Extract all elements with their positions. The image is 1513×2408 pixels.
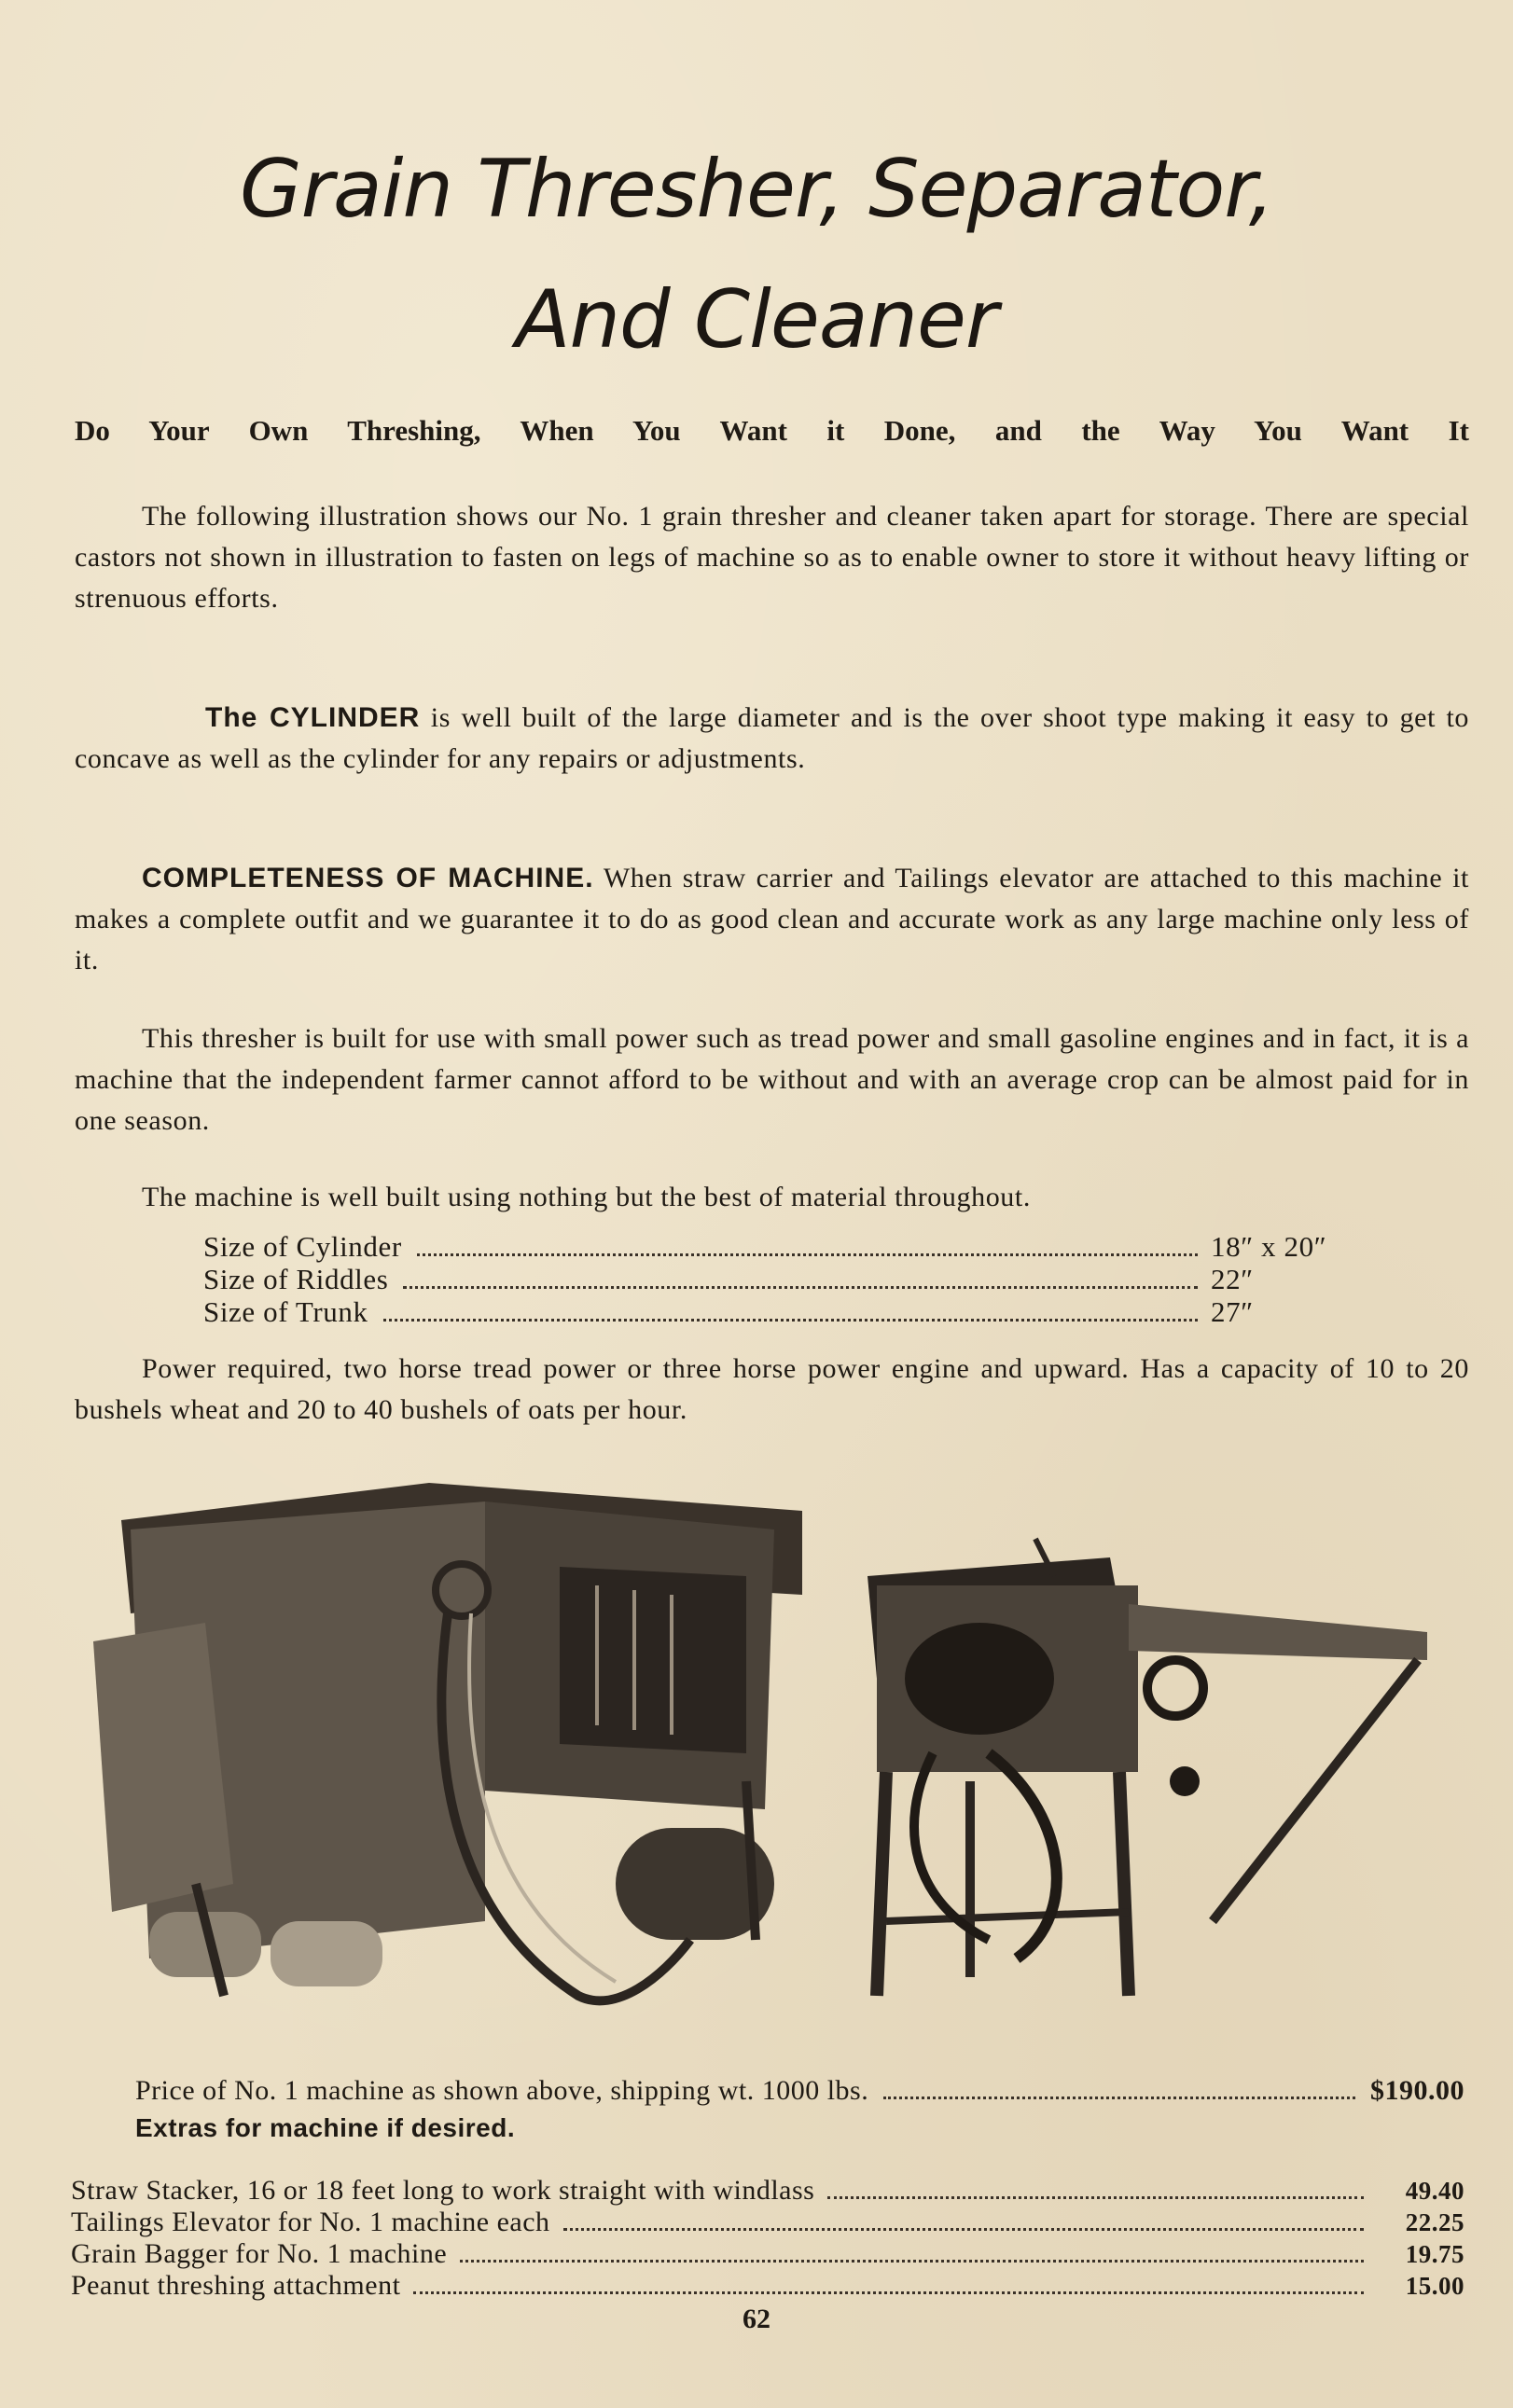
paragraph-material xyxy=(75,1177,1469,1218)
price-block xyxy=(135,2072,1464,2147)
paragraph-storage xyxy=(75,496,1469,619)
paragraph-cylinder-lead: The CYLINDER xyxy=(205,702,421,733)
extras-price: 19.75 xyxy=(1405,2240,1464,2268)
extras-row xyxy=(71,2238,1464,2270)
leader-dots xyxy=(383,1319,1198,1322)
spec-row-cylinder xyxy=(203,1231,1379,1264)
extras-label: Peanut threshing attachment xyxy=(71,2270,401,2301)
thresher-illustration xyxy=(93,1474,1437,2033)
spec-value: 18″ x 20″ xyxy=(1211,1230,1327,1263)
extras-label: Tailings Elevator for No. 1 machine each xyxy=(71,2207,550,2237)
price-row xyxy=(135,2072,1464,2110)
price-value: $190.00 xyxy=(1370,2075,1464,2106)
paragraph-completeness-text: When straw carrier and Tailings elevator are attached to this machine it makes a complete outfit and we guarantee it to do as good clean and accurate work as any large machine only less of it. xyxy=(75,863,1469,976)
spec-list xyxy=(203,1231,1379,1329)
paragraph-power-capacity-text: Power required, two horse tread power or three horse power engine and upward. Has a capacity of 10 to 20 bushels wheat and 20 to 40 bushels of oats per hour. xyxy=(75,1353,1469,1425)
paragraph-completeness-lead: COMPLETENESS OF MACHINE. xyxy=(142,863,594,893)
spec-label: Size of Cylinder xyxy=(203,1230,402,1263)
paragraph-material-text: The machine is well built using nothing but the best of material throughout. xyxy=(142,1182,1031,1212)
extras-heading: Extras for machine if desired. xyxy=(135,2113,516,2142)
paragraph-small-power-text: This thresher is built for use with small power such as tread power and small gasoline engines and in fact, it is a machine that the independent farmer cannot afford to be without and with an average crop can be almost paid for in one season. xyxy=(75,1023,1469,1136)
extras-row xyxy=(71,2207,1464,2238)
paragraph-power-capacity xyxy=(75,1349,1469,1431)
paragraph-cylinder xyxy=(75,698,1469,780)
spec-row-riddles xyxy=(203,1264,1379,1296)
extras-row xyxy=(71,2175,1464,2207)
assembled-thresher-photo xyxy=(868,1539,1427,1996)
leader-dots xyxy=(413,2291,1364,2294)
subtitle: Do Your Own Threshing, When You Want it Done, and the Way You Want It xyxy=(75,414,1469,447)
spec-row-trunk xyxy=(203,1296,1379,1329)
price-label: Price of No. 1 machine as shown above, shipping wt. 1000 lbs. xyxy=(135,2075,869,2106)
leader-dots xyxy=(827,2196,1364,2199)
leader-dots xyxy=(883,2097,1355,2099)
page-title-line-2: And Cleaner xyxy=(515,273,998,367)
extras-row xyxy=(71,2270,1464,2302)
spec-label: Size of Trunk xyxy=(203,1295,368,1328)
spec-value: 27″ xyxy=(1211,1295,1254,1328)
extras-label: Grain Bagger for No. 1 machine xyxy=(71,2238,448,2269)
extras-price: 22.25 xyxy=(1405,2208,1464,2236)
paragraph-small-power xyxy=(75,1018,1469,1142)
extras-price: 15.00 xyxy=(1405,2272,1464,2300)
disassembled-thresher-photo xyxy=(93,1483,802,2000)
extras-list xyxy=(71,2175,1464,2302)
page-number: 62 xyxy=(743,2304,770,2334)
leader-dots xyxy=(460,2260,1364,2263)
spec-label: Size of Riddles xyxy=(203,1263,389,1295)
page-title-line-1: Grain Thresher, Separator, xyxy=(239,143,1274,236)
spec-value: 22″ xyxy=(1211,1263,1254,1295)
paragraph-cylinder-text: is well built of the large diameter and is the over shoot type making it easy to get to concave as well as the cylinder for any repairs or adjustments. xyxy=(75,702,1469,774)
leader-dots xyxy=(563,2228,1364,2231)
leader-dots xyxy=(417,1253,1198,1256)
paragraph-completeness xyxy=(75,858,1469,981)
extras-price: 49.40 xyxy=(1405,2177,1464,2205)
paragraph-storage-text: The following illustration shows our No. 1 grain thresher and cleaner taken apart for storage. There are special castors not shown in illustration to fasten on legs of machine so as to enable owner to store it without heavy lifting or strenuous efforts. xyxy=(75,501,1469,614)
extras-label: Straw Stacker, 16 or 18 feet long to work straight with windlass xyxy=(71,2175,815,2206)
leader-dots xyxy=(403,1286,1198,1289)
